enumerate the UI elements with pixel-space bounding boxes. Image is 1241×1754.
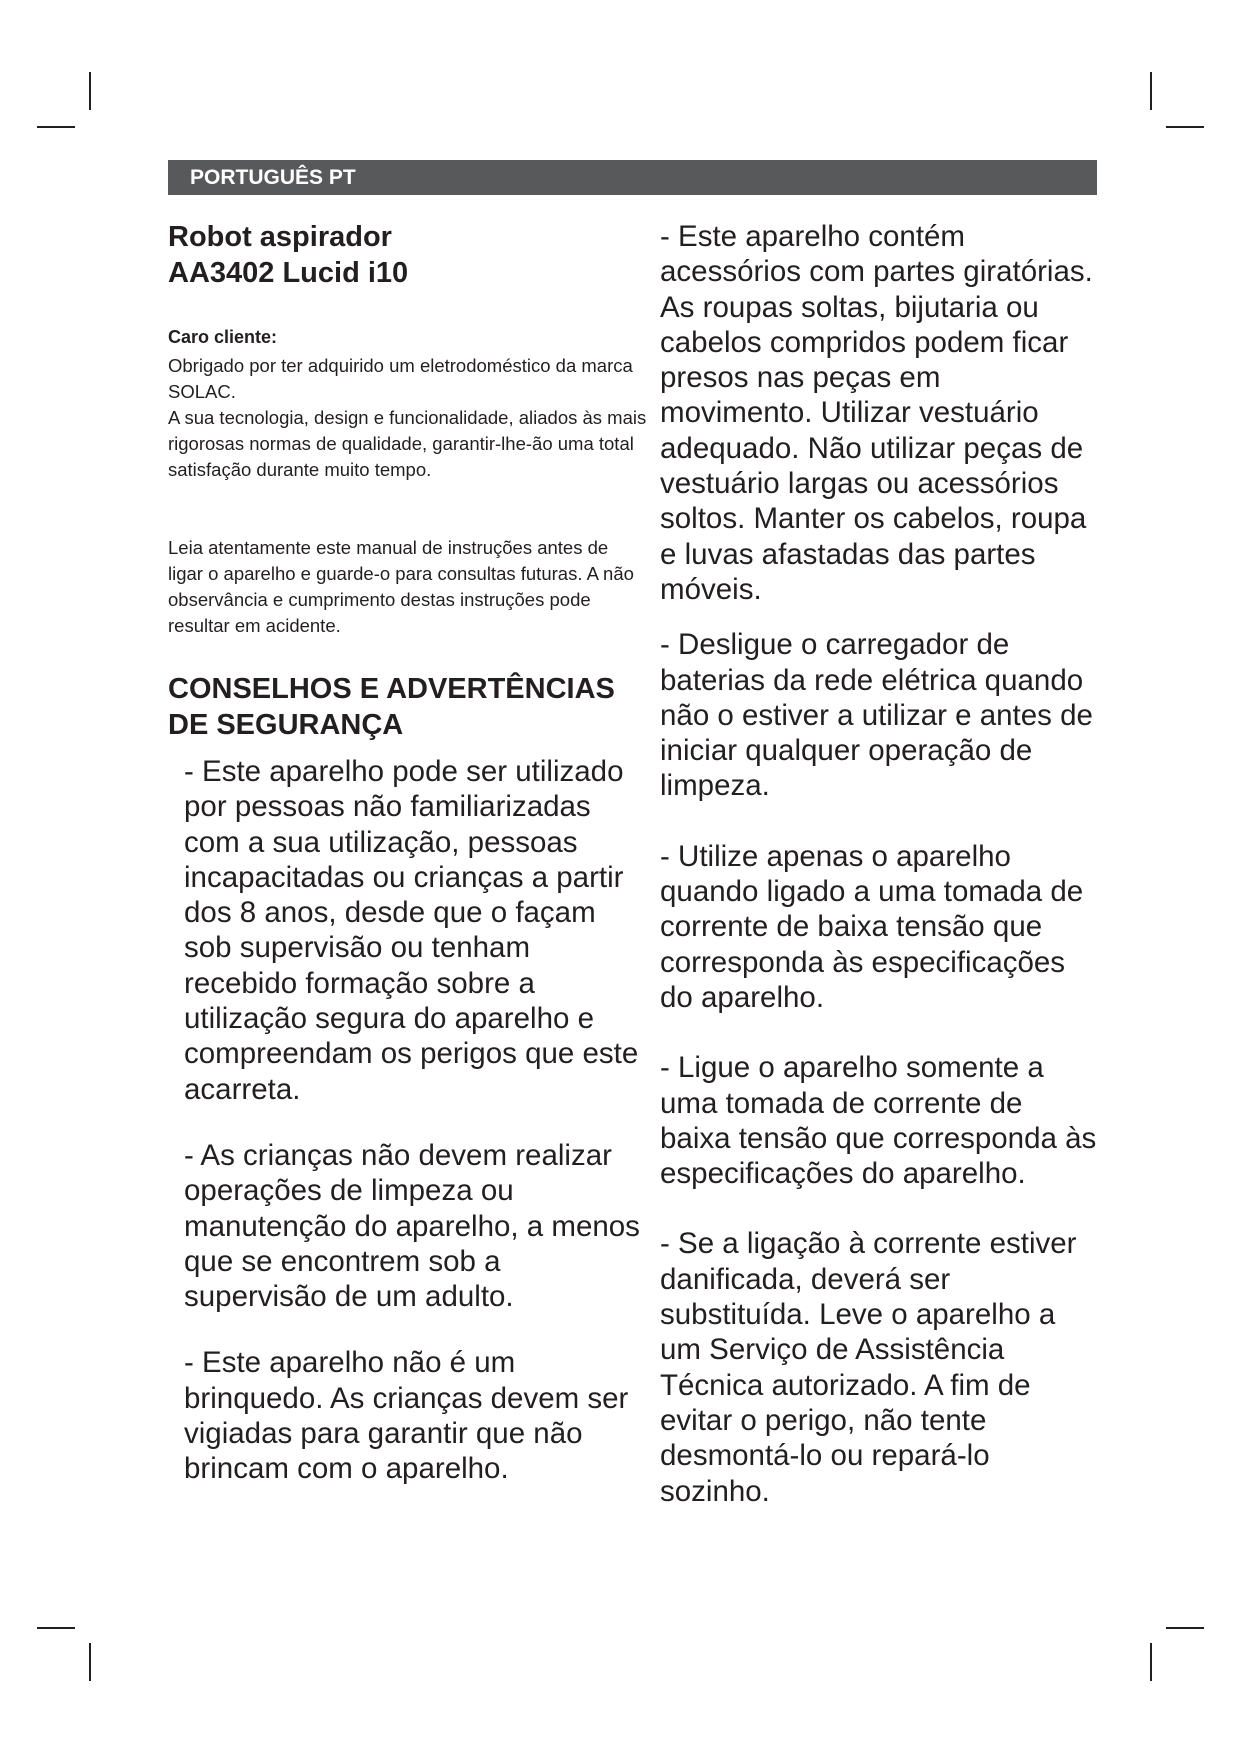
safety-item: - Este aparelho contém acessórios com partes giratórias. As roupas soltas, bijutaria ou cabelos compridos podem ficar presos nas peças em movimento. Utilizar vestuário adequado. Não utilizar peças de vestuário largas ou acessórios soltos. Manter os cabelos, roupa e luvas afastadas das partes móveis. — [660, 220, 1093, 606]
crop-mark — [1150, 72, 1152, 110]
safety-item: - Desligue o carregador de baterias da rede elétrica quando não o estiver a utilizar e antes de iniciar qualquer operação de limpeza. — [660, 628, 1093, 803]
intro-paragraph-2: A sua tecnologia, design e funcionalidade, aliados às mais rigorosas normas de qualidade, garantir-lhe-ão uma total satisfação durante muito tempo. — [168, 407, 647, 480]
safety-heading: CONSELHOS E ADVERTÊNCIAS DE SEGURANÇA — [168, 673, 615, 741]
crop-mark — [89, 1643, 91, 1681]
safety-item: - Ligue o aparelho somente a uma tomada de corrente de baixa tensão que corresponda às especificações do aparelho. — [660, 1051, 1097, 1191]
crop-mark — [1166, 1627, 1204, 1629]
left-column — [168, 219, 648, 1487]
crop-mark — [1150, 1643, 1152, 1681]
safety-item: - Este aparelho pode ser utilizado por pessoas não familiarizadas com a sua utilização, pessoas incapacitadas ou crianças a partir dos 8 anos, desde que o façam sob supervisão ou tenham recebido formação sobre a utilização segura do aparelho e compreendam os perigos que este acarreta. — [184, 755, 639, 1106]
safety-item: - Se a ligação à corrente estiver danificada, deverá ser substituída. Leve o aparelho a um Serviço de Assistência Técnica autorizado. A fim de evitar o perigo, não tente desmontá-lo ou repará-lo sozinho. — [660, 1227, 1077, 1508]
crop-mark — [89, 72, 91, 110]
safety-item: - As crianças não devem realizar operações de limpeza ou manutenção do aparelho, a menos que se encontrem sob a supervisão de um adulto. — [184, 1138, 640, 1314]
crop-mark — [37, 1627, 75, 1629]
language-label: PORTUGUÊS PT — [190, 166, 356, 189]
right-column — [660, 219, 1100, 1509]
product-title-line1: Robot aspirador — [168, 221, 392, 253]
crop-mark — [1166, 126, 1204, 128]
greeting: Caro cliente: — [168, 327, 278, 347]
language-header-bar — [168, 160, 1097, 195]
safety-item: - Este aparelho não é um brinquedo. As crianças devem ser vigiadas para garantir que não brincam com o aparelho. — [184, 1346, 629, 1486]
intro-paragraph-3: Leia atentamente este manual de instruções antes de ligar o aparelho e guarde-o para consultas futuras. A não observância e cumprimento destas instruções pode resultar em acidente. — [168, 537, 634, 636]
crop-mark — [37, 126, 75, 128]
product-title-line2: AA3402 Lucid i10 — [168, 257, 409, 289]
intro-paragraph-1: Obrigado por ter adquirido um eletrodoméstico da marca SOLAC. — [168, 355, 633, 402]
safety-item: - Utilize apenas o aparelho quando ligado a uma tomada de corrente de baixa tensão que corresponda às especificações do aparelho. — [660, 839, 1084, 1014]
